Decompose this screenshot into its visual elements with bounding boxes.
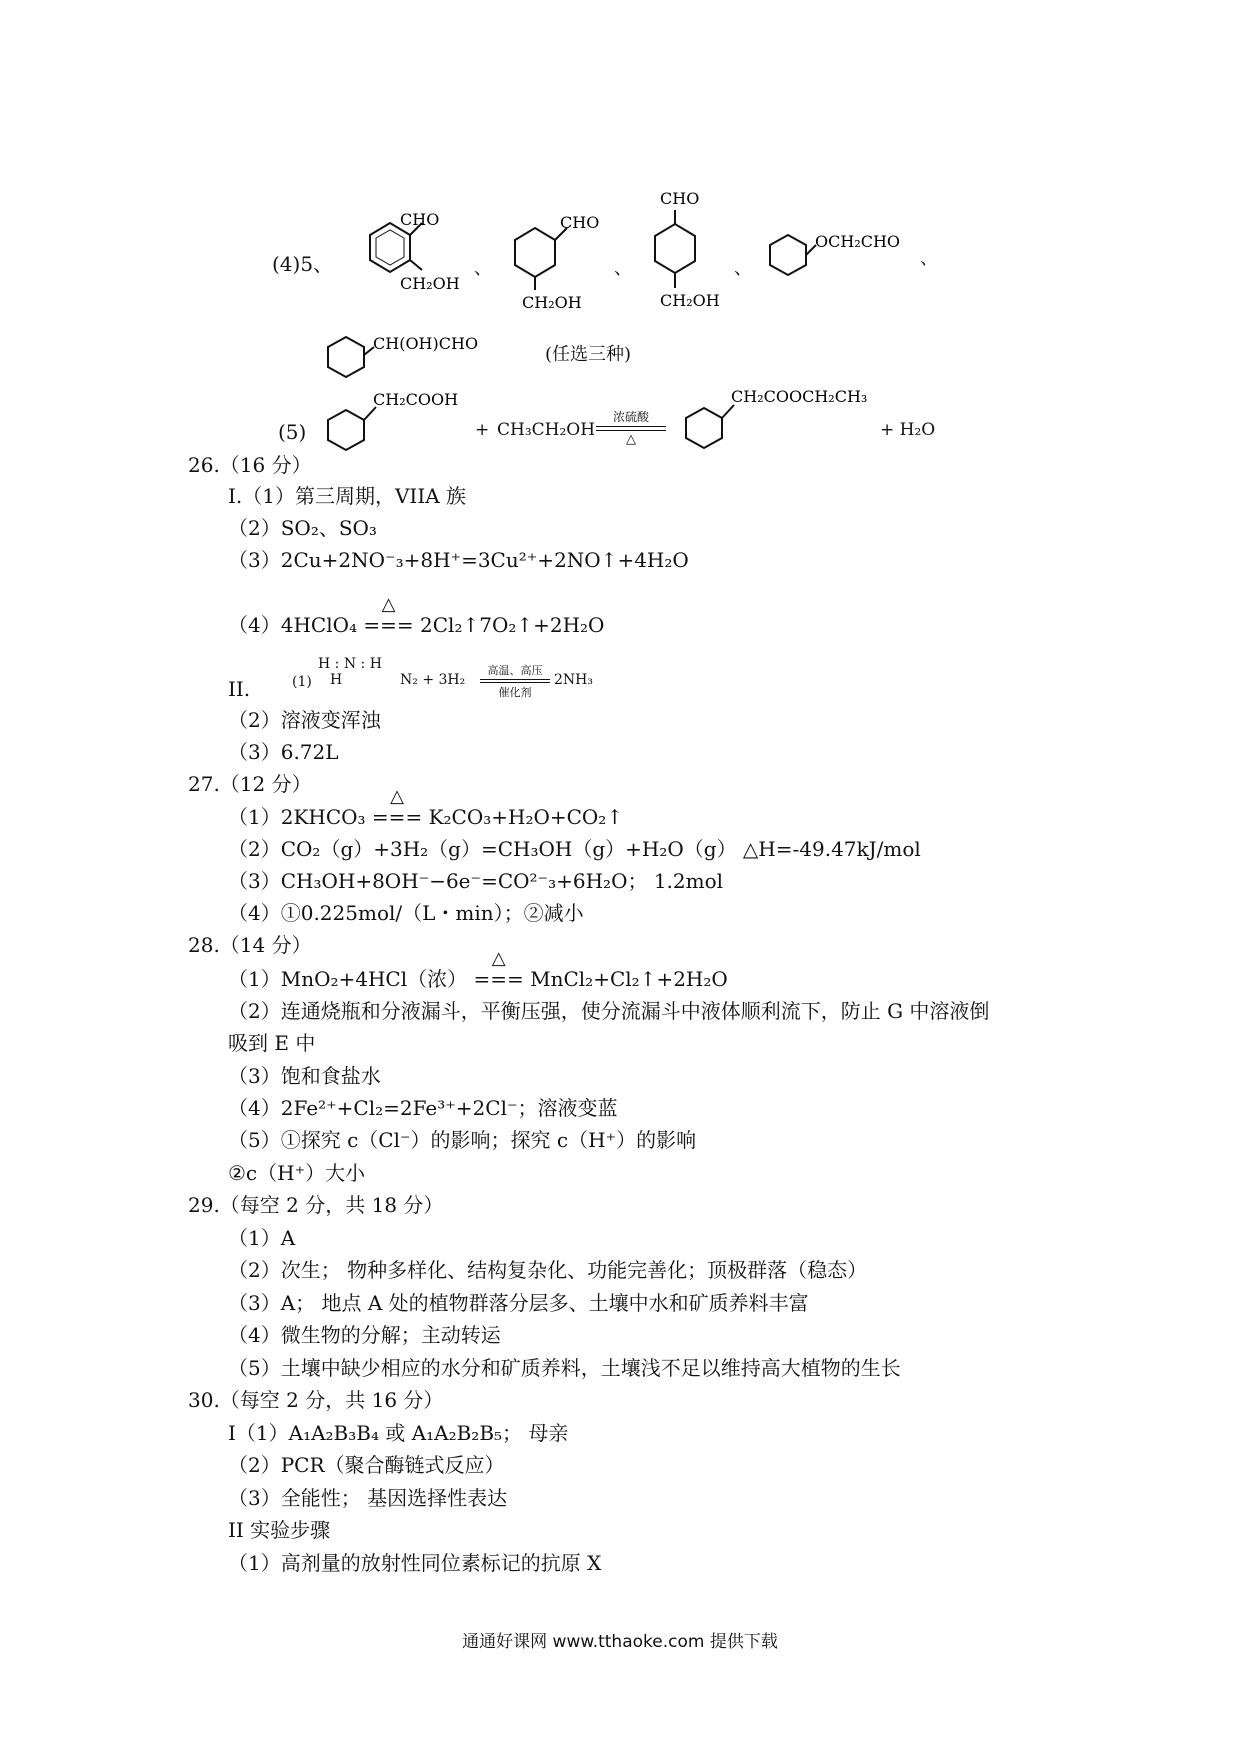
heat-equals	[473, 948, 524, 992]
q25-p4-label: (4)5、	[272, 252, 334, 276]
q30-l3: （3）全能性； 基因选择性表达	[228, 1486, 508, 1510]
plus-sign: +	[475, 420, 490, 440]
nh3-electron-formula: H : N : H	[318, 656, 382, 672]
q26-i4-right: 2Cl₂↑7O₂↑+2H₂O	[420, 613, 605, 637]
q30-l4: II 实验步骤	[228, 1518, 331, 1542]
q27-l1-left: （1）2KHCO₃	[228, 805, 366, 829]
q26-i1: I.（1）第三周期，VIIA 族	[228, 484, 467, 508]
separator: 、	[920, 248, 938, 269]
page-footer: 通通好课网 www.tthaoke.com 提供下载	[462, 1632, 778, 1652]
ethanol: CH₃CH₂OH	[497, 420, 596, 440]
product-substituent: CH₂COOCH₂CH₃	[731, 387, 868, 406]
struct2-ch2oh: CH₂OH	[522, 293, 582, 312]
q26-i2: （2）SO₂、SO₃	[228, 516, 377, 540]
q27-l2: （2）CO₂（g）+3H₂（g）=CH₃OH（g）+H₂O（g） △H=-49.47kJ/mol	[228, 837, 921, 861]
heat-equals	[363, 594, 414, 638]
q29-l5: （5）土壤中缺少相应的水分和矿质养料，土壤浅不足以维持高大植物的生长	[228, 1356, 901, 1380]
q29-l1: （1）A	[228, 1226, 296, 1250]
reaction-arrow-line-2	[596, 430, 666, 431]
q26-heading: 26.（16 分）	[188, 453, 312, 477]
equals-sign: ===	[371, 805, 423, 829]
equals-sign: ===	[473, 967, 524, 991]
delta-symbol: △	[390, 786, 404, 807]
q30-l5: （1）高剂量的放射性同位素标记的抗原 X	[228, 1551, 602, 1575]
q28-l6: ②c（H⁺）大小	[228, 1161, 366, 1185]
q30-l2: （2）PCR（聚合酶链式反应）	[228, 1453, 505, 1477]
q29-l3: （3）A； 地点 A 处的植物群落分层多、土壤中水和矿质养料丰富	[228, 1291, 809, 1315]
separator: 、	[474, 258, 492, 279]
haber-reactants: N₂ + 3H₂	[400, 672, 466, 688]
q28-l2b: 吸到 E 中	[228, 1031, 316, 1055]
haber-arrow-line-1	[480, 679, 550, 680]
q27-l4: （4）①0.225mol/（L・min）；②减小	[228, 901, 584, 925]
struct3-ch2oh: CH₂OH	[660, 291, 720, 310]
q29-l4: （4）微生物的分解；主动转运	[228, 1323, 501, 1347]
benzene-structure-3	[640, 188, 740, 323]
struct2-cho: CHO	[560, 213, 600, 232]
benzene-structure-5	[318, 325, 518, 385]
water-product: + H₂O	[880, 420, 936, 440]
equals-sign: ===	[363, 613, 414, 637]
benzene-structure-1	[340, 205, 480, 305]
q26-i4-left: （4）4HClO₄	[228, 613, 358, 637]
q27-heading: 27.（12 分）	[188, 772, 312, 796]
heat-equals	[371, 786, 423, 830]
benzene-structure-4	[760, 225, 935, 285]
choose-note: (任选三种)	[545, 344, 632, 365]
struct1-ch2oh: CH₂OH	[400, 274, 460, 293]
nh3-electron-formula-bottom: H	[330, 672, 343, 688]
q25-p5-label: (5)	[278, 420, 307, 444]
phenylacetic-acid-structure	[318, 385, 478, 460]
haber-product: 2NH₃	[554, 672, 593, 688]
reaction-arrow-line-1	[596, 426, 666, 427]
q27-l1	[228, 786, 624, 830]
delta-symbol: △	[491, 948, 506, 969]
q26-ii-label: II.	[228, 677, 251, 701]
haber-condition-top: 高温、高压	[487, 664, 543, 677]
struct3-cho: CHO	[660, 189, 700, 208]
q30-heading: 30.（每空 2 分，共 16 分）	[188, 1388, 444, 1412]
q28-l4: （4）2Fe²⁺+Cl₂=2Fe³⁺+2Cl⁻；溶液变蓝	[228, 1096, 618, 1120]
q28-l1-right: MnCl₂+Cl₂↑+2H₂O	[530, 967, 728, 991]
q28-l1-left: （1）MnO₂+4HCl（浓）	[228, 967, 468, 991]
struct4-och2cho: OCH₂CHO	[815, 232, 901, 251]
q26-i4	[228, 594, 605, 638]
q29-l2: （2）次生； 物种多样化、结构复杂化、功能完善化；顶极群落（稳态）	[228, 1258, 868, 1282]
q30-l1: I（1）A₁A₂B₃B₄ 或 A₁A₂B₂B₅； 母亲	[228, 1421, 569, 1445]
reactant1-substituent: CH₂COOH	[373, 390, 459, 409]
benzene-structure-2	[500, 200, 620, 315]
q27-l3: （3）CH₃OH+8OH⁻−6e⁻=CO²⁻₃+6H₂O； 1.2mol	[228, 869, 724, 893]
ethyl-phenylacetate-structure	[676, 380, 896, 455]
q26-ii1-num: (1)	[292, 674, 312, 690]
q26-ii3: （3）6.72L	[228, 740, 339, 764]
haber-arrow-line-2	[480, 682, 550, 683]
delta-symbol: △	[381, 594, 396, 615]
struct1-cho: CHO	[400, 210, 440, 229]
haber-condition-bottom: 催化剂	[498, 686, 532, 699]
separator: 、	[734, 258, 752, 279]
reaction-condition-bottom: △	[626, 432, 636, 447]
q26-i3: （3）2Cu+2NO⁻₃+8H⁺=3Cu²⁺+2NO↑+4H₂O	[228, 548, 689, 572]
q27-l1-right: K₂CO₃+H₂O+CO₂↑	[428, 805, 624, 829]
struct5-choh-cho: CH(OH)CHO	[373, 334, 479, 353]
q28-l2a: （2）连通烧瓶和分液漏斗，平衡压强，使分流漏斗中液体顺利流下，防止 G 中溶液倒	[228, 999, 990, 1023]
reaction-condition-top: 浓硫酸	[612, 410, 649, 424]
q28-l3: （3）饱和食盐水	[228, 1064, 381, 1088]
q28-l1	[228, 948, 728, 992]
separator: 、	[614, 258, 632, 279]
q26-ii2: （2）溶液变浑浊	[228, 708, 381, 732]
q29-heading: 29.（每空 2 分，共 18 分）	[188, 1193, 444, 1217]
q28-l5: （5）①探究 c（Cl⁻）的影响；探究 c（H⁺）的影响	[228, 1128, 697, 1152]
q28-heading: 28.（14 分）	[188, 933, 312, 957]
